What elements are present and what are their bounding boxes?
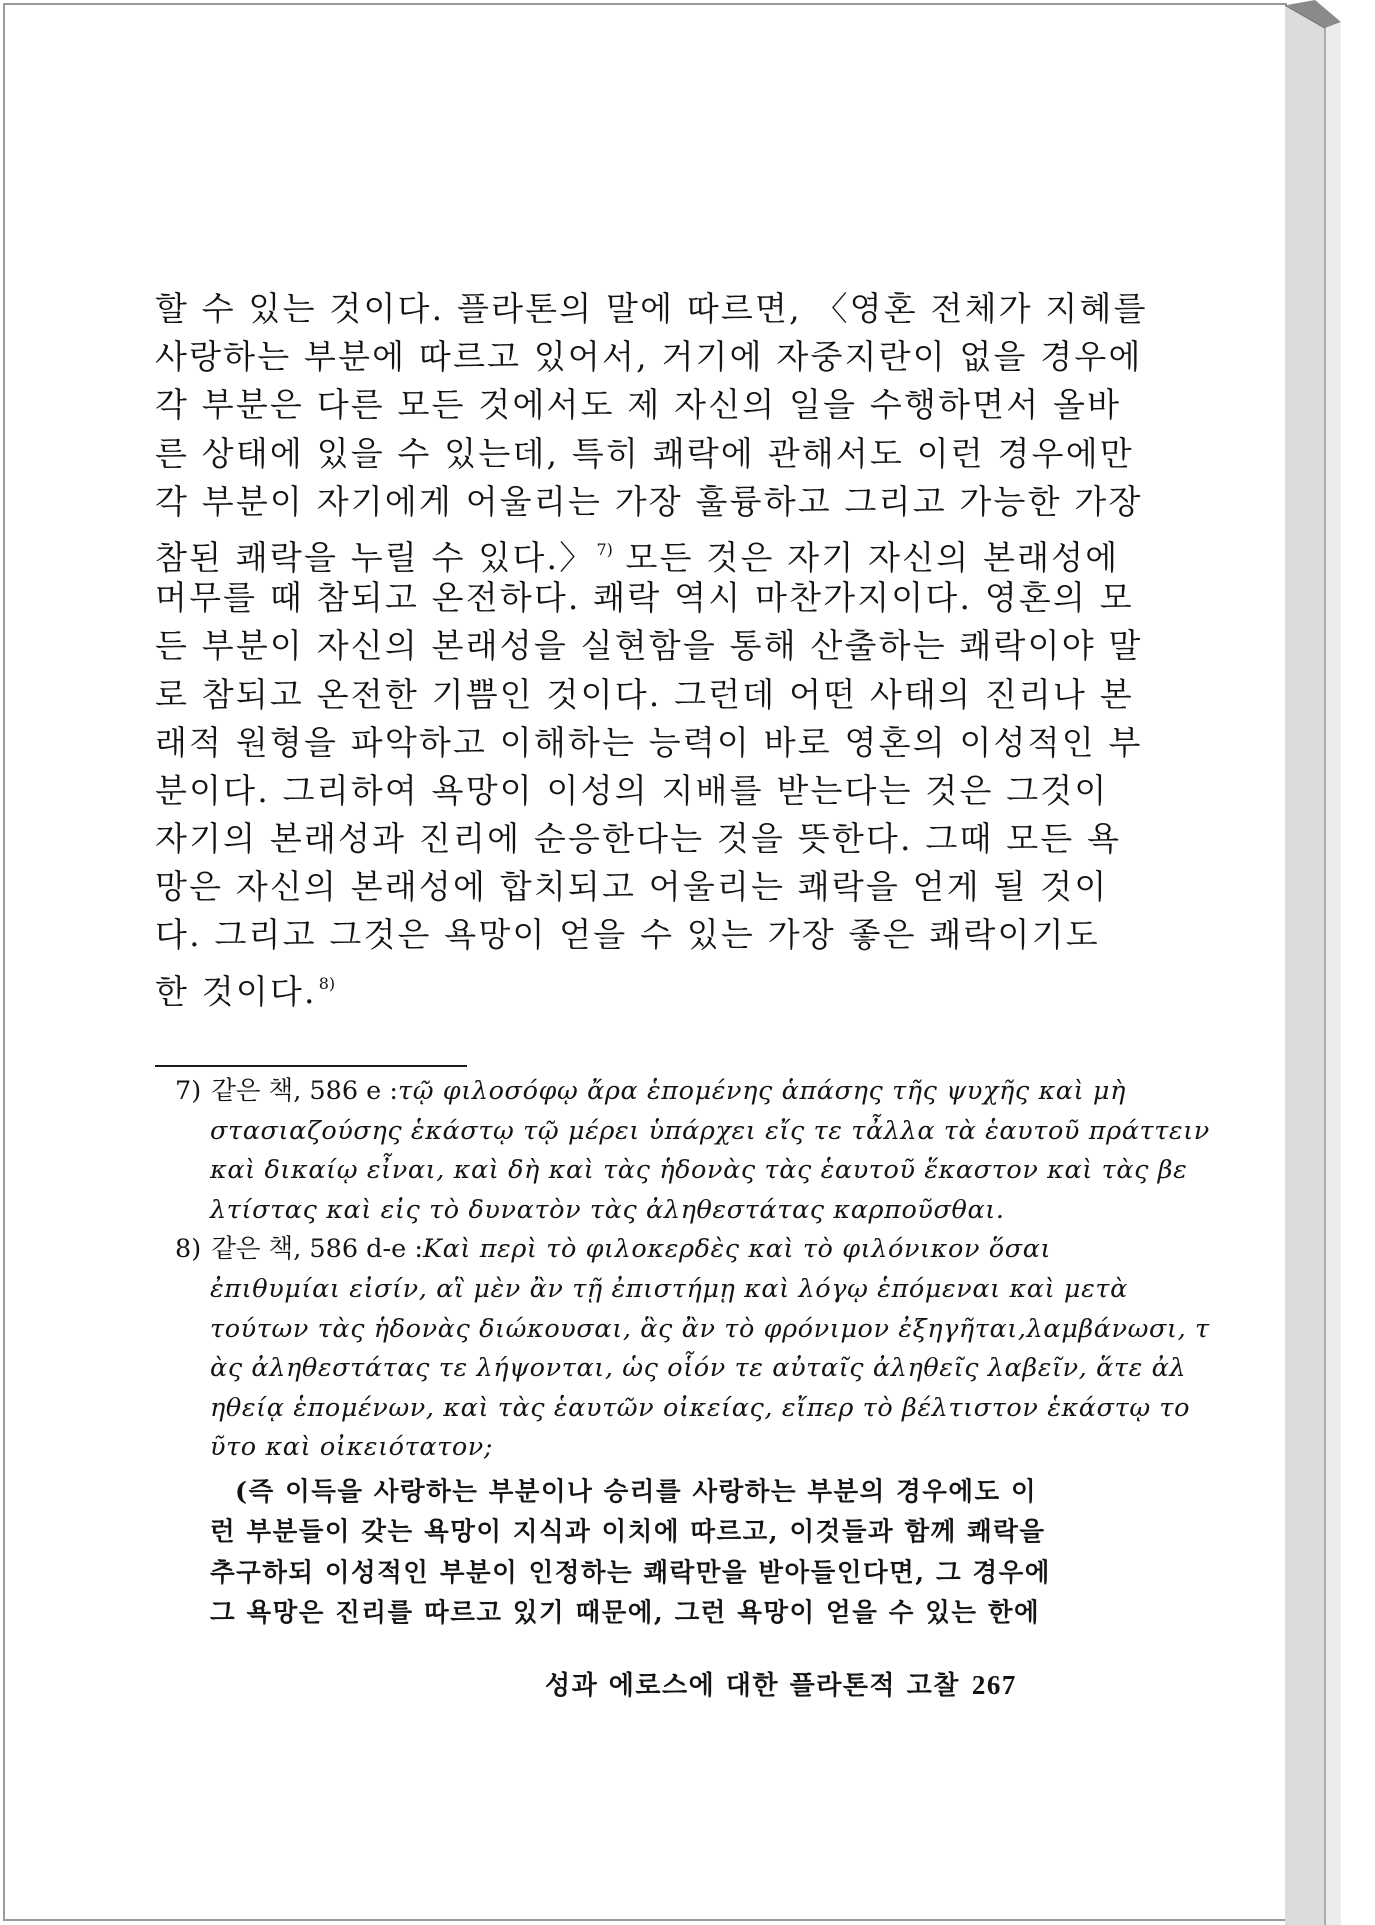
footnote-7-line [175, 1072, 1126, 1112]
footnote-separator [155, 1065, 467, 1067]
greek-text: ἐπιθυμίαι εἰσίν, αἳ μὲν ἂν τῇ ἐπιστήμῃ καὶ λόγῳ ἑπόμεναι καὶ μετὰ [210, 1273, 1128, 1304]
body-line: 다. 그리고 그것은 욕망이 얻을 수 있는 가장 좋은 쾌락이기도 [155, 915, 1100, 955]
body-line: 분이다. 그리하여 욕망이 이성의 지배를 받는다는 것은 그것이 [155, 770, 1109, 810]
body-line-segment: 모든 것은 자기 자신의 본래성에 [612, 537, 1120, 577]
greek-text: ὰς ἀληθεστάτας τε λήψονται, ὡς οἷόν τε αὐταῖς ἀληθεῖς λαβεῖν, ἅτε ἀλ [210, 1353, 1187, 1384]
footnote-number: 7) [175, 1076, 202, 1106]
body-line: 할 수 있는 것이다. 플라톤의 말에 따르면, 〈영혼 전체가 지혜를 [155, 289, 1148, 328]
greek-text: ῦτο καὶ οἰκειότατον; [210, 1432, 494, 1463]
body-line-segment: 한 것이다. [155, 971, 317, 1011]
body-line [155, 526, 1120, 577]
footnote-8-line [175, 1230, 1095, 1270]
footnote-translation: 런 부분들이 갖는 욕망이 지식과 이치에 따르고, 이것들과 함께 쾌락을 [210, 1517, 1046, 1548]
footnotes [175, 1072, 1210, 1634]
greek-text: καὶ δικαίῳ εἶναι, καὶ δὴ καὶ τὰς ἡδονὰς τὰς ἑαυτοῦ ἕκαστον καὶ τὰς βε [210, 1155, 1188, 1186]
greek-text: λτίστας καὶ εἰς τὸ δυνατὸν τὰς ἀληθεστάτας καρποῦσθαι. [210, 1194, 1005, 1225]
body-line: 사랑하는 부분에 따르고 있어서, 거기에 자중지란이 없을 경우에 [155, 337, 1143, 377]
body-line [155, 960, 1085, 1011]
body-line-segment: 참된 쾌락을 누릴 수 있다.〉 [155, 537, 595, 577]
greek-text: στασιαζούσης ἑκάστῳ τῷ μέρει ὑπάρχει εἴς τε τἆλλα τὰ ἑαυτοῦ πράττειν [210, 1115, 1210, 1146]
footnote-translation: (즉 이득을 사랑하는 부분이나 승리를 사랑하는 부분의 경우에도 이 [235, 1476, 1038, 1507]
body-line: 자기의 본래성과 진리에 순응한다는 것을 뜻한다. 그때 모든 욕 [155, 819, 1122, 859]
greek-text: Καὶ περὶ τὸ φιλοκερδὲς καὶ τὸ φιλόνικον ὅσαι [422, 1234, 1052, 1265]
footnote-translation: 그 욕망은 진리를 따르고 있기 때문에, 그런 욕망이 얻을 수 있는 한에 [210, 1598, 1041, 1629]
footnote-number: 8) [175, 1234, 202, 1265]
greek-text: τῷ φιλοσόφῳ ἄρα ἑπομένης ἁπάσης τῆς ψυχῆς καὶ μὴ [397, 1076, 1126, 1106]
page-number: 267 [971, 1670, 1017, 1700]
running-title: 성과 에로스에 대한 플라톤적 고찰 [545, 1671, 960, 1701]
footnote-translation: 추구하되 이성적인 부분이 인정하는 쾌락만을 받아들인다면, 그 경우에 [210, 1557, 1051, 1588]
body-text [155, 285, 1148, 1011]
body-line: 망은 자신의 본래성에 합치되고 어울리는 쾌락을 얻게 될 것이 [155, 867, 1109, 907]
body-line: 든 부분이 자신의 본래성을 실현함을 통해 산출하는 쾌락이야 말 [155, 626, 1143, 666]
footnote-ref-7: 7) [596, 539, 613, 559]
running-footer [545, 1665, 1085, 1702]
book-page [3, 3, 1287, 1921]
body-line: 래적 원형을 파악하고 이해하는 능력이 바로 영혼의 이성적인 부 [155, 722, 1143, 762]
book-page-edge [1285, 0, 1341, 1925]
body-line: 각 부분은 다른 모든 것에서도 제 자신의 일을 수행하면서 올바 [155, 385, 1122, 425]
footnote-ref: 같은 책, 586 d-e : [211, 1234, 423, 1265]
body-line: 머무를 때 참되고 온전하다. 쾌락 역시 마찬가지이다. 영혼의 모 [155, 578, 1134, 618]
footnote-ref-8: 8) [318, 973, 336, 993]
body-line: 른 상태에 있을 수 있는데, 특히 쾌락에 관해서도 이런 경우에만 [155, 433, 1134, 473]
greek-text: ηθείᾳ ἑπομένων, καὶ τὰς ἑαυτῶν οἰκείας, εἴπερ τὸ βέλτιστον ἑκάστῳ το [210, 1392, 1191, 1423]
page-edge-graphic [1285, 0, 1341, 1925]
body-line: 로 참되고 온전한 기쁨인 것이다. 그런데 어떤 사태의 진리나 본 [155, 674, 1134, 714]
footnote-ref: 같은 책, 586 e : [211, 1076, 398, 1106]
greek-text: τούτων τὰς ἡδονὰς διώκουσαι, ἃς ἂν τὸ φρόνιμον ἐξηγῆται,λαμβάνωσι, τ [210, 1313, 1210, 1344]
body-line: 각 부분이 자기에게 어울리는 가장 훌륭하고 그리고 가능한 가장 [155, 481, 1143, 521]
